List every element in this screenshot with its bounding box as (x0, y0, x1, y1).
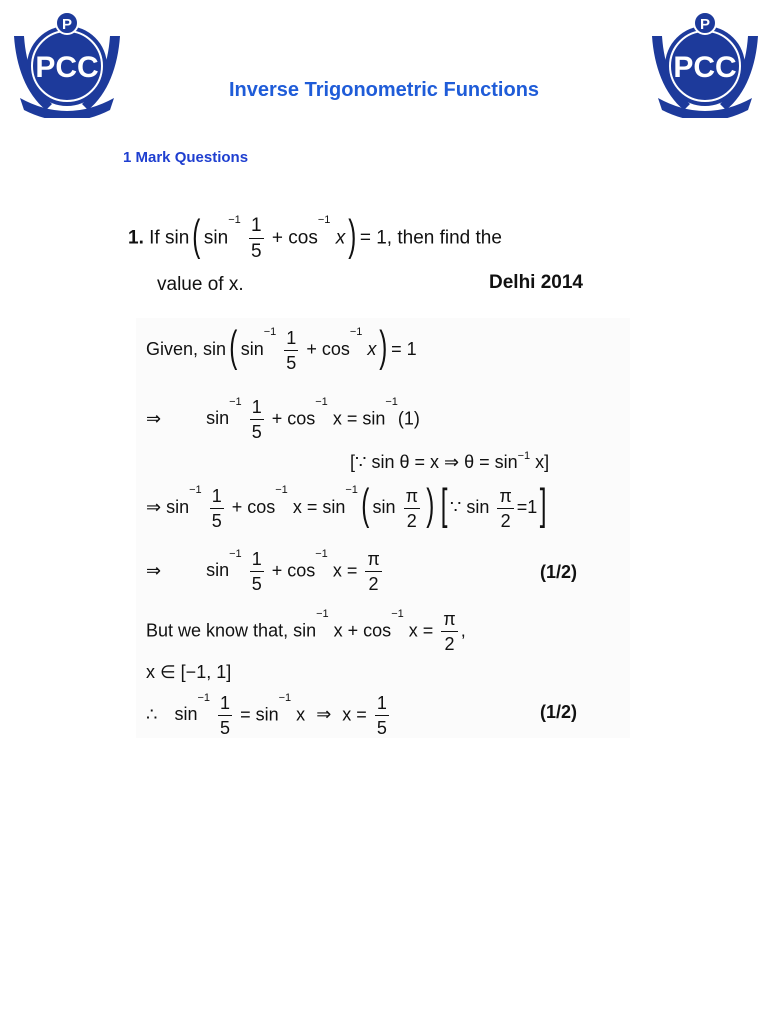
implies-symbol: ⇒ (316, 704, 332, 725)
numerator: π (404, 487, 420, 509)
implies-symbol: ⇒ (146, 408, 162, 429)
mark-label: (1/2) (540, 702, 578, 722)
page-title: Inverse Trigonometric Functions (228, 79, 540, 101)
svg-text:P: P (699, 16, 711, 33)
math-text: = 1 (359, 227, 387, 249)
fraction (365, 550, 381, 593)
math-text: x = sin (332, 408, 386, 429)
math-text: ∵ sin (449, 496, 490, 517)
numerator: 1 (210, 487, 224, 509)
math-text: =1 (516, 496, 538, 517)
fraction (210, 487, 224, 530)
bracket: [ (440, 480, 448, 529)
math-text: sin (203, 227, 229, 249)
superscript: −1 (189, 484, 202, 496)
math-text: sin (240, 338, 264, 359)
math-text: [∵ sin θ = x ⇒ θ = sin (350, 452, 518, 472)
math-text: Given, sin (146, 338, 227, 359)
math-text: x = (408, 620, 434, 641)
numerator: π (441, 610, 457, 632)
math-text: sin (206, 560, 230, 581)
fraction (404, 487, 420, 530)
question-source: Delhi 2014 (489, 272, 583, 293)
math-text: + cos (271, 560, 316, 581)
numerator: 1 (250, 550, 264, 572)
math-text: = sin (240, 704, 279, 725)
superscript: −1 (391, 608, 404, 620)
math-text: + cos (231, 496, 276, 517)
fraction (441, 610, 457, 653)
math-text: + cos (271, 227, 318, 249)
question-number: 1. (128, 227, 144, 249)
math-text: = 1 (391, 338, 417, 359)
math-var: x (367, 338, 377, 359)
denominator: 2 (444, 634, 455, 654)
denominator: 5 (211, 510, 222, 531)
math-text: x = (342, 704, 367, 725)
superscript: −1 (229, 396, 242, 408)
numerator: 1 (250, 398, 264, 420)
question-text: If sin (149, 227, 190, 249)
math-text: x (296, 704, 306, 725)
math-text: sin (174, 704, 198, 725)
paren: ( (361, 480, 370, 529)
section-heading: 1 Mark Questions (123, 149, 249, 166)
math-text: x = sin (292, 496, 346, 517)
superscript: −1 (316, 608, 329, 620)
solution-block (136, 318, 630, 738)
math-text: sin (206, 408, 230, 429)
superscript: −1 (385, 396, 398, 408)
solution-line-3 (350, 452, 549, 473)
paren: ( (192, 210, 201, 260)
superscript: −1 (197, 692, 211, 704)
denominator: 5 (251, 574, 262, 594)
solution-line-1 (146, 322, 417, 373)
superscript: −1 (345, 484, 358, 496)
paren: ) (379, 322, 388, 371)
math-text: + cos (271, 408, 316, 429)
therefore-symbol: ∴ (146, 704, 158, 725)
numerator: 1 (284, 329, 298, 351)
math-text: sin (166, 496, 190, 517)
implies-symbol: ⇒ (146, 560, 162, 581)
solution-line-4 (146, 480, 550, 531)
svg-text:PCC: PCC (35, 51, 99, 84)
denominator: 5 (251, 422, 262, 442)
implies-symbol: ⇒ (146, 496, 162, 517)
solution-line-6: But we know that, $\sin^{-1} x + \cos^{-1} x$ = $\frac{\pi}{2}$ , (146, 608, 466, 654)
paren: ) (348, 210, 357, 260)
question-line-2: value of x. (157, 274, 244, 295)
svg-text:P: P (61, 16, 73, 33)
superscript: −1 (263, 326, 277, 338)
numerator: 1 (375, 694, 389, 716)
denominator: 5 (286, 352, 297, 373)
math-text: + cos (306, 338, 350, 359)
numerator: 1 (249, 216, 264, 239)
math-text: x] (535, 452, 550, 472)
fraction (250, 398, 264, 441)
svg-text:PCC: PCC (673, 51, 737, 84)
fraction (284, 329, 298, 372)
solution-line-8 (146, 694, 392, 737)
superscript: −1 (349, 326, 363, 338)
superscript: −1 (317, 214, 331, 226)
fraction (497, 487, 513, 530)
fraction (375, 694, 389, 737)
numerator: π (497, 487, 513, 509)
question-line-1 (128, 210, 502, 262)
solution-line-5 (146, 550, 385, 593)
solution-line-7: x ∈ [−1, 1] (146, 662, 232, 682)
math-text: But we know that, sin (146, 620, 317, 641)
superscript: −1 (275, 484, 288, 496)
fraction (218, 694, 232, 737)
fraction (250, 550, 264, 593)
fraction (249, 216, 264, 261)
superscript: −1 (228, 214, 241, 226)
paren: ) (426, 480, 435, 529)
numerator: 1 (218, 694, 232, 716)
superscript: −1 (315, 548, 328, 560)
denominator: 5 (220, 718, 231, 738)
superscript: −1 (229, 548, 242, 560)
math-text: (1) (397, 408, 420, 429)
math-var: x (335, 227, 346, 249)
mark-label: (1/2) (540, 562, 578, 582)
denominator: 5 (251, 241, 262, 262)
bracket: ] (540, 480, 547, 529)
numerator: π (365, 550, 381, 572)
denominator: 2 (368, 574, 379, 594)
superscript: −1 (315, 396, 328, 408)
denominator: 5 (376, 718, 387, 738)
paren: ( (229, 322, 238, 371)
solution-line-2 (146, 398, 420, 441)
denominator: 2 (500, 510, 511, 531)
math-text: x = (332, 560, 358, 581)
math-text: x + cos (333, 620, 392, 641)
math-text: sin (372, 496, 396, 517)
superscript: −1 (278, 692, 292, 704)
superscript: −1 (517, 450, 531, 462)
question-text: , then find the (386, 227, 502, 249)
denominator: 2 (406, 510, 417, 531)
